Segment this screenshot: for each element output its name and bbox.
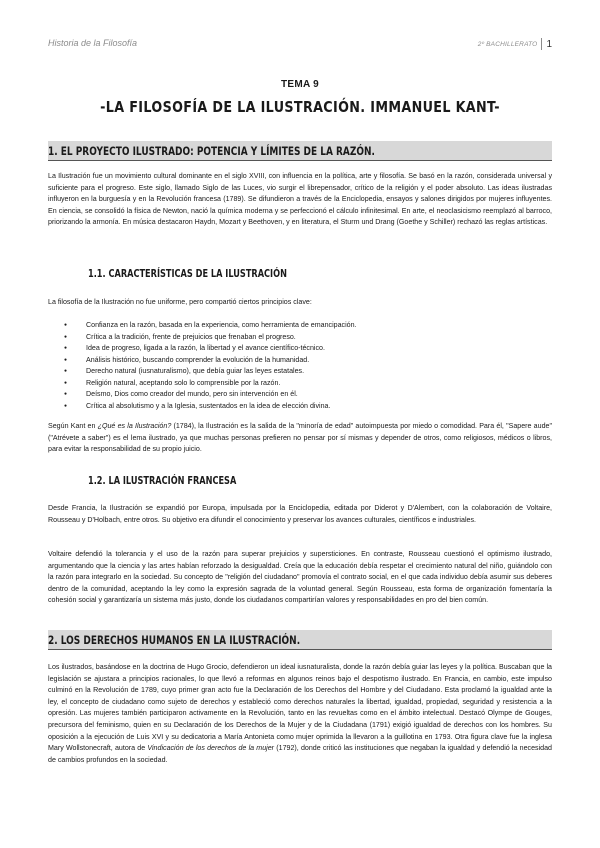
human-rights-text-start: Los ilustrados, basándose en la doctrina de Hugo Grocio, defendieron un ideal iusnaturalista, donde la razón debía guiar las leyes y la política. Buscaban que la legislación se ajustara a principios racionales, lo que llevó a reformas en algunos reinos bajo el despotismo ilustrado. En Francia, en cambio, este impulso culminó en la Revolución de 1789, cuyo primer gran acto fue la Declaración de los Derechos del Hombre y del Ciudadano. Esta proclamó la igualdad ante la ley, el concepto de ciudadano como sujeto de derechos y estableció como derechos naturales la libertad, igualdad, propiedad, seguridad y resistencia a la opresión. Las mujeres también participaron activamente en la Revolución, tanto en las revueltas como en el ámbito intelectual. Destacó Olympe de Gouges, precursora del feminismo, quien en su Declaración de los Derechos de la Mujer y de la Ciudadana (1791) exigió igualdad de derechos con los hombres. Su oposición a la ejecución de Luis XVI y su dedicatoria a María Antonieta como mujer oprimida la llevaron a la guillotina en 1793. Otra figura clave fue la inglesa Mary Wollstonecraft, autora de (48, 663, 552, 753)
header-right (478, 38, 552, 50)
human-rights-paragraph (48, 662, 552, 766)
kant-paragraph (48, 421, 552, 456)
topic-number: TEMA 9 (280, 79, 320, 90)
french-ilustracion-paragraph-1: Desde Francia, la Ilustración se expandió por Europa, impulsada por la Enciclopedia, editada por Diderot y D'Alembert, con la colaboración de Voltaire, Rousseau y D'Holbach, entre otros. Su objetivo era difundir el conocimiento y preservar los avances culturales, científicos e industriales. (48, 504, 552, 524)
list-item: ● Crítica a la tradición, frente de prejuicios que frenaban el progreso. (64, 332, 552, 344)
header-divider (541, 38, 542, 50)
subsection-1-1-heading: 1.1. CARACTERÍSTICAS DE LA ILUSTRACIÓN (88, 268, 287, 280)
wollstonecraft-book-title: Vindicación de los derechos de la mujer (147, 744, 275, 753)
section-1-heading (48, 141, 552, 161)
header-subject: Historia de la Filosofía (48, 38, 138, 48)
list-item: ● Análisis histórico, buscando comprender la evolución de la humanidad. (64, 355, 552, 367)
list-item: ● Crítica al absolutismo y a la Iglesia, sustentados en la idea de elección divina. (64, 401, 552, 413)
list-item: ● Derecho natural (iusnaturalismo), que debía guiar las leyes estatales. (64, 366, 552, 378)
kant-text-start: Según Kant en (48, 422, 98, 430)
section-1-heading-text: 1. EL PROYECTO ILUSTRADO: POTENCIA Y LÍMITES DE LA RAZÓN. (48, 144, 375, 158)
page-number: 1 (546, 38, 552, 50)
kant-text-end: (1784), la Ilustración es la salida de la "minoría de edad" autoimpuesta por miedo o comodidad. Para él, "Sapere aude" ("Atrévete a saber") es el lema ilustrado, ya que muchas personas prefieren no pensar por sí mismas y depender de otros, como religiosos, médicos o libros, para evitar la responsabilidad de su propio juicio. (48, 422, 552, 454)
list-item: ● Deísmo, Dios como creador del mundo, pero sin intervención en él. (64, 389, 552, 401)
page-header (48, 38, 552, 52)
list-item: ● Religión natural, aceptando solo lo comprensible por la razón. (64, 378, 552, 390)
ilustracion-characteristics-list (64, 320, 552, 412)
section-1-intro: La Ilustración fue un movimiento cultural dominante en el siglo XVIII, con influencia en la política, arte y filosofía. Se basó en la razón, considerada universal y suficiente para el progreso. Este siglo, llamado Siglo de las Luces, vio surgir el librepensador, crítico de la religión y el poder absoluto. Las ideas ilustradas influyeron en la burguesía y en la Revolución francesa (1789). Se difundieron a través de la Enciclopedia, ensayos y salones dirigidos por mujeres influyentes. En ciencia, se consolidó la física de Newton, nació la química moderna y se perfeccionó el cálculo infinitesimal. En arte, el neoclasicismo reemplazó al barroco, priorizando la armonía. En música destacaron Haydn, Mozart y Beethoven, y en literatura, el Sturm und Drang (Goethe y Schiller) rechazó las reglas artísticas. (48, 172, 552, 227)
header-course: 2º BACHILLERATO (477, 40, 538, 48)
list-item: ● Confianza en la razón, basada en la experiencia, como herramienta de emancipación. (64, 320, 552, 332)
document-title: -LA FILOSOFÍA DE LA ILUSTRACIÓN. IMMANUEL KANT- (100, 98, 500, 116)
subsection-1-1-intro: La filosofía de la Ilustración no fue uniforme, pero compartió ciertos principios clave: (48, 298, 312, 306)
section-2-heading-text: 2. LOS DERECHOS HUMANOS EN LA ILUSTRACIÓN. (48, 633, 301, 647)
subsection-1-2-heading: 1.2. LA ILUSTRACIÓN FRANCESA (88, 475, 237, 487)
section-2-heading (48, 630, 552, 650)
french-ilustracion-paragraph-2: Voltaire defendió la tolerancia y el uso de la razón para superar prejuicios y supersticiones. En contraste, Rousseau cuestionó el optimismo ilustrado, argumentando que la ciencia y las artes habían reforzado la desigualdad. Creía que la educación debía respetar el crecimiento natural del niño, guiándolo con la razón para integrarlo en la sociedad. Su concepto de "religión del ciudadano" promovía el contrato social, en el que cada individuo debía asumir sus deberes dentro de la comunidad, aceptando la ley como la expresión sagrada de la voluntad general. Según Rousseau, esta forma de organización fomentaría la cohesión social y garantizaría un sistema más justo, donde los ciudadanos compartirían valores y responsabilidades en pro del bien común. (48, 550, 552, 605)
list-item: ● Idea de progreso, ligada a la razón, la libertad y el avance científico-técnico. (64, 343, 552, 355)
kant-essay-title: ¿Qué es la Ilustración? (97, 422, 172, 430)
human-rights-text-end: (1792), donde criticó las instituciones que negaban la igualdad y defendió la necesidad de cambios profundos en la sociedad. (48, 744, 552, 764)
